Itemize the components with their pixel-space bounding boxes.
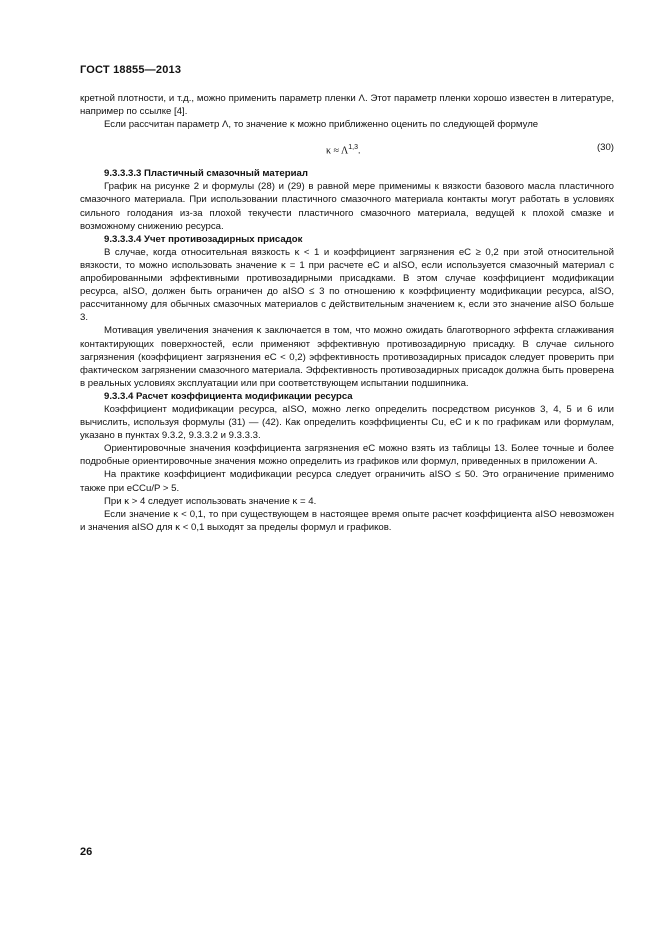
formula-number: (30) — [596, 142, 614, 154]
formula-tail: . — [357, 145, 361, 157]
document-header: ГОСТ 18855—2013 — [80, 64, 182, 76]
formula-exponent: 1,3 — [348, 144, 358, 152]
paragraph-calc-method: Коэффициент модификации ресурса, aISO, можно легко определить посредством рисунков 3, 4, 5 и 6 или вычислить, используя формулы (31) — (42). Как определить коэффициенты Cu, eC и κ по графикам или формулам, указано в пунктах 9.3.2, 9.3.3.2 и 9.3.3.3. — [80, 403, 614, 442]
heading-grease: 9.3.3.3.3 Пластичный смазочный материал — [104, 168, 308, 180]
paragraph-kappa-min: Если значение κ < 0,1, то при существующем в настоящее время опыте расчет коэффициента aISO невозможен и значения aISO для κ < 0,1 выходят за пределы формул и графиков. — [80, 508, 614, 533]
paragraph-ep-motivation: Мотивация увеличения значения κ заключается в том, что можно ожидать благотворного эффекта сглаживания контактирующих поверхностей, если применяют эффективную противозадирную присадку. В случае сильного загрязнения (коэффициент загрязнения eC < 0,2) эффективность противозадирных присадок следует проверить при фактическом загрязнении смазочного материала. Эффективность противозадирных присадок должна быть проверена в реальных условиях эксплуатации или при соответствующем испытании подшипника. — [80, 325, 614, 389]
document-body — [80, 92, 614, 534]
formula-30 — [80, 137, 614, 163]
paragraph-film-parameter: кретной плотности, и т.д., можно применить параметр пленки Λ. Этот параметр пленки хорошо известен в литературе, например по ссылке [4]. — [80, 93, 614, 118]
formula-base: κ ≈ Λ — [326, 145, 349, 157]
paragraph-ep-case: В случае, когда относительная вязкость κ < 1 и коэффициент загрязнения eC ≥ 0,2 при этой относительной вязкости, то можно использовать значение κ = 1 при расчете eC и aISO, если используется смазочный материал с апробированными эффективными противозадирными присадками. В этом случае коэффициент модификации ресурса, aISO, должен быть ограничен до aISO ≤ 3 по отношению к коэффициенту модификации ресурса, aISO, рассчитанному для обычных смазочных материалов с действительным значением κ, если это значение aISO больше 3. — [80, 246, 614, 324]
paragraph-contamination-values: Ориентировочные значения коэффициента загрязнения eC можно взять из таблицы 13. Более точные и более подробные ориентировочные значения можно определить из графиков или формул, приведенных в приложении А. — [80, 443, 614, 468]
paragraph-kappa-max: При κ > 4 следует использовать значение κ = 4. — [104, 495, 317, 507]
paragraph-limit: На практике коэффициент модификации ресурса следует ограничить aISO ≤ 50. Это ограничение применимо также при eCCu/P > 5. — [80, 469, 614, 494]
heading-ep-additives: 9.3.3.3.4 Учет противозадирных присадок — [104, 233, 303, 245]
formula-expression — [326, 141, 360, 157]
paragraph-grease: График на рисунке 2 и формулы (28) и (29) в равной мере применимы к вязкости базового масла пластичного смазочного материала. При использовании пластичного смазочного материала контакты могут работать в условиях сильного голодания из-за плохой текучести пластичного смазочного материала, ведущей к плохой смазке и возможному снижению ресурса. — [80, 181, 614, 232]
page-number: 26 — [80, 846, 93, 858]
heading-life-modification: 9.3.3.4 Расчет коэффициента модификации ресурса — [104, 390, 353, 402]
paragraph-formula-intro: Если рассчитан параметр Λ, то значение κ можно приближенно оценить по следующей формуле — [104, 119, 539, 131]
